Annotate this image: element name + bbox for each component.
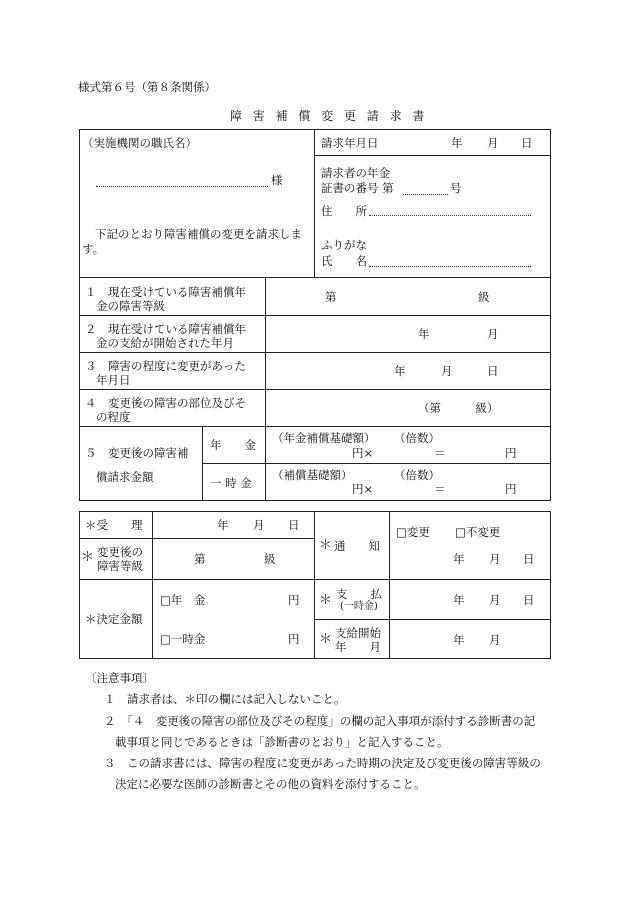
notice-nochange: □不変更 bbox=[455, 525, 501, 539]
form-number: 様式第６号（第８条関係） bbox=[78, 80, 216, 94]
notice-asterisk: ＊ bbox=[319, 538, 333, 553]
notes-heading: 〔注意事項〕 bbox=[85, 671, 154, 685]
start-label-line2: 年 月 bbox=[335, 640, 381, 654]
row2-month[interactable]: 月 bbox=[487, 327, 499, 341]
row3-day[interactable]: 日 bbox=[487, 364, 499, 378]
grade-dai: 第 bbox=[194, 552, 206, 566]
row1-kyu: 級 bbox=[478, 290, 490, 304]
start-asterisk: ＊ bbox=[319, 632, 333, 647]
row3-year[interactable]: 年 bbox=[394, 364, 406, 378]
furigana-label: ふりがな bbox=[321, 238, 367, 252]
receipt-day: 日 bbox=[288, 518, 300, 532]
row5a-yen-x: 円× bbox=[352, 446, 374, 460]
decision-pension: □年 金 bbox=[160, 593, 206, 607]
row5a-mult-label: （倍数） bbox=[394, 431, 440, 445]
note-3-line2: 決定に必要な医師の診断書とその他の資料を添付すること。 bbox=[115, 777, 426, 791]
payment-month: 月 bbox=[489, 593, 501, 607]
payment-label: 支 払 bbox=[336, 587, 382, 601]
grade-asterisk: ＊ bbox=[81, 550, 95, 565]
payment-day: 日 bbox=[523, 593, 535, 607]
row5a-equals: ＝ bbox=[434, 446, 446, 460]
request-date-label: 請求年月日 bbox=[321, 136, 379, 150]
row5b-basic-label: （補償基礎額） bbox=[272, 468, 353, 482]
notice-label: 通 知 bbox=[334, 539, 380, 553]
row4-grade-value[interactable]: （第 級） bbox=[418, 401, 499, 415]
receipt-label: ＊受 理 bbox=[85, 518, 143, 532]
grade-label-line1: 変更後の bbox=[97, 545, 143, 559]
note-3-line1: ３ この請求書には、障害の程度に変更があった時期の決定及び変更後の障害等級の bbox=[104, 756, 541, 770]
pension-cert-go: 号 bbox=[450, 181, 462, 195]
start-month: 月 bbox=[489, 633, 501, 647]
notice-day: 日 bbox=[523, 552, 535, 566]
payment-sub-label: (一時金) bbox=[340, 601, 378, 612]
note-2-line1: ２ 「４ 変更後の障害の部位及びその程度」の欄の記入事項が添付する診断書の記 bbox=[104, 714, 536, 728]
org-label: （実施機関の職氏名） bbox=[82, 136, 197, 150]
row1-label-line1: １ 現在受けている障害補償年 bbox=[85, 285, 246, 299]
row3-month[interactable]: 月 bbox=[441, 364, 453, 378]
receipt-year: 年 bbox=[217, 518, 229, 532]
row2-year[interactable]: 年 bbox=[418, 327, 430, 341]
notice-change: □変更 bbox=[396, 525, 430, 539]
row4-label-line1: ４ 変更後の障害の部位及びそ bbox=[85, 396, 246, 410]
pension-cert-number-field[interactable] bbox=[403, 194, 448, 195]
payment-year: 年 bbox=[453, 593, 465, 607]
row3-label-line1: ３ 障害の程度に変更があった bbox=[85, 359, 246, 373]
payment-asterisk: ＊ bbox=[319, 593, 333, 608]
notice-month: 月 bbox=[489, 552, 501, 566]
row5-label-line1: ５ 変更後の障害補 bbox=[85, 446, 189, 460]
row2-label-line2: 金の支給が開始された年月 bbox=[96, 336, 234, 350]
decision-pension-yen: 円 bbox=[288, 593, 300, 607]
note-1: １ 請求者は、＊印の欄には記入しないこと。 bbox=[104, 692, 346, 706]
row3-label-line2: 年月日 bbox=[96, 373, 131, 387]
pension-cert-label: 請求者の年金 bbox=[321, 166, 390, 180]
receipt-month: 月 bbox=[253, 518, 265, 532]
note-2-line2: 載事項と同じであるときは「診断書のとおり」と記入すること。 bbox=[115, 735, 449, 749]
address-label: 住 所 bbox=[321, 204, 367, 218]
start-label-line1: 支給開始 bbox=[335, 626, 381, 640]
row5-lump-label: 一 時 金 bbox=[210, 476, 252, 490]
row5b-equals: ＝ bbox=[434, 482, 446, 496]
notice-year: 年 bbox=[453, 552, 465, 566]
grade-kyu: 級 bbox=[264, 552, 276, 566]
request-text-line2: す。 bbox=[82, 242, 105, 256]
request-text-line1: 下記のとおり障害補償の変更を請求しま bbox=[95, 227, 302, 241]
row1-dai: 第 bbox=[325, 290, 337, 304]
row5a-yen: 円 bbox=[505, 446, 517, 460]
row5b-yen-x: 円× bbox=[352, 482, 374, 496]
address-field[interactable] bbox=[369, 215, 531, 216]
org-name-field[interactable] bbox=[96, 186, 268, 187]
grade-label-line2: 障害等級 bbox=[97, 559, 143, 573]
row5b-mult-label: （倍数） bbox=[394, 468, 440, 482]
request-date-month[interactable]: 月 bbox=[487, 136, 499, 150]
row5-label-line2: 償請求金額 bbox=[96, 470, 154, 484]
name-label: 氏 名 bbox=[321, 254, 367, 268]
request-date-year[interactable]: 年 bbox=[451, 136, 463, 150]
form-title: 障害補償変更請求書 bbox=[230, 109, 436, 123]
pension-cert-number-label: 証書の番号 第 bbox=[321, 181, 394, 195]
sama-label: 様 bbox=[271, 173, 283, 187]
decision-label: ＊決定金額 bbox=[85, 612, 143, 626]
row5b-yen: 円 bbox=[505, 482, 517, 496]
name-field[interactable] bbox=[369, 266, 531, 267]
request-date-day[interactable]: 日 bbox=[521, 136, 533, 150]
row5a-basic-label: （年金補償基礎額） bbox=[272, 431, 376, 445]
row2-label-line1: ２ 現在受けている障害補償年 bbox=[85, 322, 246, 336]
row5-pension-label: 年 金 bbox=[210, 438, 256, 452]
row4-label-line2: の程度 bbox=[96, 410, 131, 424]
row1-label-line2: 金の障害等級 bbox=[96, 299, 165, 313]
start-year: 年 bbox=[453, 633, 465, 647]
decision-lump-yen: 円 bbox=[288, 632, 300, 646]
decision-lump: □一時金 bbox=[160, 632, 206, 646]
